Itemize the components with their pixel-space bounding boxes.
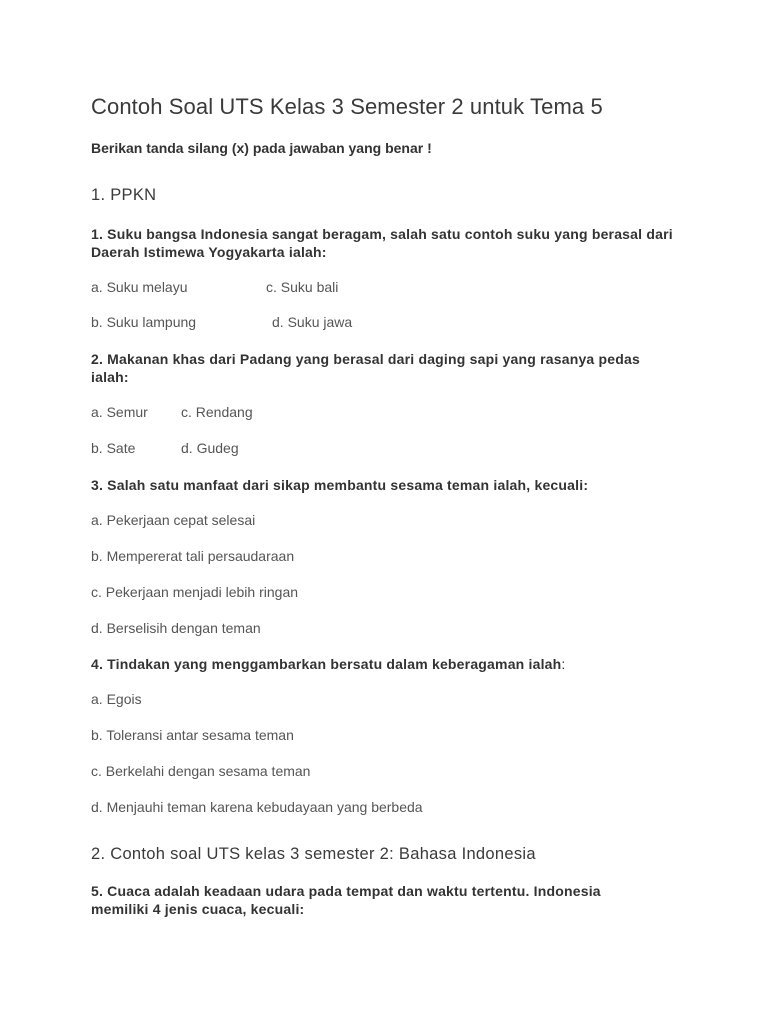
q2-option-b: b. Sate (91, 440, 136, 456)
q3-option-c: c. Pekerjaan menjadi lebih ringan (91, 584, 299, 600)
question-5: 5. Cuaca adalah keadaan udara pada tempat dan waktu tertentu. Indonesia memiliki 4 jenis cuaca, kecuali: (91, 883, 601, 917)
question-4-text: 4. Tindakan yang menggambarkan bersatu dalam keberagaman ialah (91, 656, 562, 672)
q2-option-d: d. Gudeg (181, 440, 239, 456)
q4-option-d: d. Menjauhi teman karena kebudayaan yang berbeda (91, 799, 423, 815)
q4-option-a: a. Egois (91, 691, 142, 707)
q4-option-c: c. Berkelahi dengan sesama teman (91, 763, 311, 779)
question-1: 1. Suku bangsa Indonesia sangat beragam, salah satu contoh suku yang berasal dari Daerah Istimewa Yogyakarta ialah: (91, 226, 673, 260)
q3-option-a: a. Pekerjaan cepat selesai (91, 512, 256, 528)
question-4 (91, 655, 681, 673)
question-3: 3. Salah satu manfaat dari sikap membantu sesama teman ialah, kecuali: (91, 477, 589, 493)
section-heading-bahasa-indonesia: 2. Contoh soal UTS kelas 3 semester 2: Bahasa Indonesia (91, 845, 536, 863)
question-4-colon: : (561, 656, 566, 672)
page-title: Contoh Soal UTS Kelas 3 Semester 2 untuk Tema 5 (91, 94, 603, 119)
q2-option-a: a. Semur (91, 404, 148, 420)
q3-option-d: d. Berselisih dengan teman (91, 620, 261, 636)
section-heading-ppkn: 1. PPKN (91, 186, 157, 204)
q1-option-a: a. Suku melayu (91, 279, 188, 295)
q2-option-c: c. Rendang (181, 404, 253, 420)
q1-option-d: d. Suku jawa (272, 314, 353, 330)
q1-option-b: b. Suku lampung (91, 314, 197, 330)
q3-option-b: b. Mempererat tali persaudaraan (91, 548, 295, 564)
question-2: 2. Makanan khas dari Padang yang berasal dari daging sapi yang rasanya pedas ialah: (91, 351, 640, 385)
instruction-text: Berikan tanda silang (x) pada jawaban yang benar ! (91, 140, 432, 156)
q4-option-b: b. Toleransi antar sesama teman (91, 727, 294, 743)
q1-option-c: c. Suku bali (266, 279, 339, 295)
